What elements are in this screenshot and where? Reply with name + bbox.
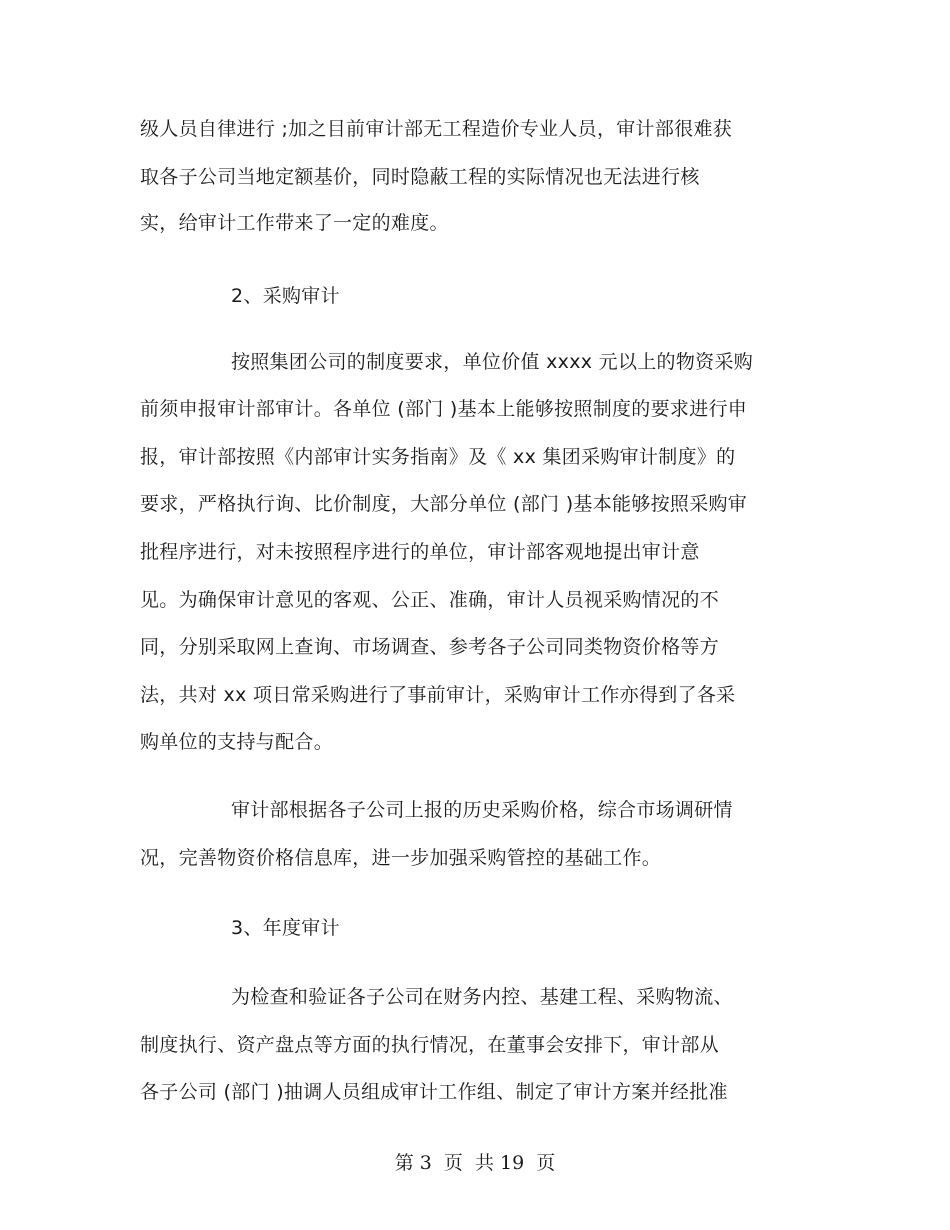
paragraph-line: 要求，严格执行询、比价制度，大部分单位 (部门 )基本能够按照采购审 [140,493,748,515]
paragraph-line: 实，给审计工作带来了一定的难度。 [140,212,449,234]
section-heading: 2、采购审计 [231,285,340,307]
paragraph-line: 前须申报审计部审计。各单位 (部门 )基本上能够按照制度的要求进行申 [140,398,748,420]
paragraph-line: 购单位的支持与配合。 [140,731,334,753]
section-heading: 3、年度审计 [231,917,340,939]
paragraph-line: 见。为确保审计意见的客观、公正、准确，审计人员视采购情况的不 [140,589,720,611]
paragraph-line: 审计部根据各子公司上报的历史采购价格，综合市场调研情 [231,799,733,821]
paragraph-line: 取各子公司当地定额基价，同时隐蔽工程的实际情况也无法进行核 [140,166,700,188]
paragraph-line: 制度执行、资产盘点等方面的执行情况，在董事会安排下，审计部从 [140,1034,720,1056]
paragraph-line: 法，共对 xx 项日常采购进行了事前审计，采购审计工作亦得到了各采 [140,684,736,706]
page-number-footer: 第 3 页 共 19 页 [394,1152,556,1174]
paragraph-line: 批程序进行，对未按照程序进行的单位，审计部客观地提出审计意 [140,541,700,563]
paragraph-line: 报，审计部按照《内部审计实务指南》及《 xx 集团采购审计制度》的 [140,446,736,468]
paragraph-line: 同，分别采取网上查询、市场调查、参考各子公司同类物资价格等方 [140,636,720,658]
paragraph-line: 为检查和验证各子公司在财务内控、基建工程、采购物流、 [231,986,733,1008]
paragraph-line: 按照集团公司的制度要求，单位价值 xxxx 元以上的物资采购 [231,351,754,373]
paragraph-line: 各子公司 (部门 )抽调人员组成审计工作组、制定了审计方案并经批准 [140,1081,728,1103]
paragraph-line: 级人员自律进行 ;加之目前审计部无工程造价专业人员，审计部很难获 [140,118,733,140]
paragraph-line: 况，完善物资价格信息库，进一步加强采购管控的基础工作。 [140,847,662,869]
